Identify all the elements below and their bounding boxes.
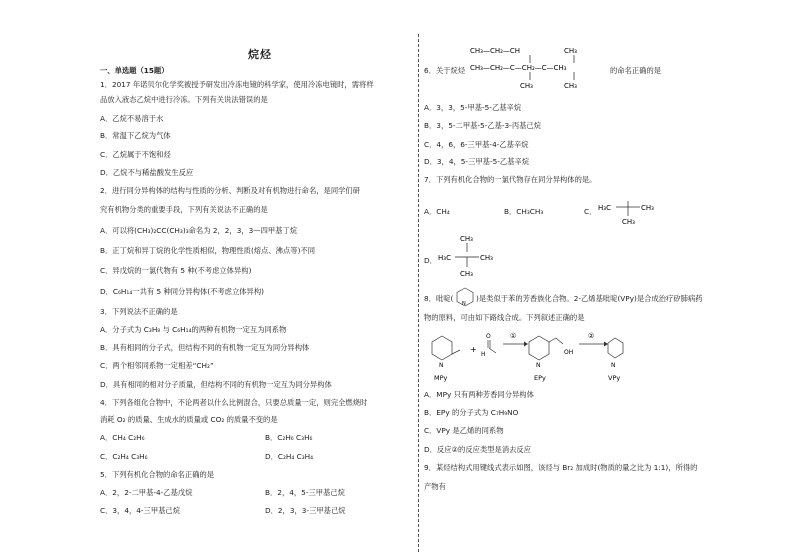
q6-struct-top-ch3: CH₃ — [564, 47, 577, 55]
q7-option-c-label: C． — [584, 207, 597, 216]
q3-option-d: D．具有相同的相对分子质量，但结构不同的有机物一定互为同分异构体 — [100, 380, 332, 389]
pyridine-n: N — [462, 301, 466, 307]
epy-structure — [529, 336, 573, 382]
q8-stem-post: )是类似于苯的芳香族化合物。2-乙烯基吡啶(VPy)是合成治疗矽肺病药 — [476, 294, 703, 303]
vpy-label: VPy — [608, 374, 621, 382]
q7-d-right: CH₃ — [480, 254, 493, 262]
q7-option-a: A．CH₄ — [424, 207, 450, 216]
q8-stem-pre: 8．吡啶( — [424, 294, 454, 303]
q2-stem-line1: 2．进行同分异构体的结构与性质的分析、判断及对有机物进行命名，是同学们研 — [100, 186, 361, 195]
column-divider — [418, 34, 419, 552]
step2-marker: ② — [588, 332, 595, 340]
q3-stem: 3．下列说法不正确的是 — [100, 307, 178, 316]
q7-d-left: H₃C — [438, 254, 451, 262]
q4-option-b: B．C₂H₆ C₃H₆ — [265, 433, 313, 442]
q8-option-d: D．反应②的反应类型是消去反应 — [424, 445, 532, 454]
q6-struct-row2: CH₃—CH₂—C—CH₂—C—CH₃ — [470, 64, 567, 72]
q6-stem-pre: 6．关于烷烃 — [424, 66, 466, 75]
hcho-o: O — [486, 333, 491, 340]
pyridine-ring-icon — [454, 286, 476, 308]
q1-option-d: D．乙烷不与稀盐酸发生反应 — [100, 168, 194, 177]
q7-d-bottom: CH₃ — [460, 270, 473, 278]
epy-oh: OH — [564, 349, 574, 356]
q8-option-a: A．MPy 只有两种芳香同分异构体 — [424, 390, 534, 399]
mpy-label: MPy — [434, 374, 448, 382]
q3-option-a: A．分子式为 C₃H₈ 与 C₆H₁₄的两种有机物一定互为同系物 — [100, 325, 287, 334]
q5-option-b: B．2，4，5-三甲基己烷 — [265, 488, 345, 497]
q9-stem-line1: 9．某烃结构式用键线式表示如图，该烃与 Br₂ 加成时(物质的量之比为 1:1)，所得的 — [424, 463, 698, 472]
q7-option-b: B．CH₃CH₃ — [504, 207, 544, 216]
q6-option-b: B．3，5-二甲基-5-乙基-3-丙基己烷 — [424, 121, 542, 130]
q7-c-bottom: CH₃ — [622, 218, 635, 226]
section-heading: 一、单选题（15题） — [100, 66, 169, 75]
q7-c-right: CH₃ — [641, 204, 654, 212]
vpy-structure — [608, 338, 623, 382]
q2-option-a: A．可以将(CH₃)₂CC(CH₃)₃命名为 2，2，3，3—四甲基丁烷 — [100, 226, 298, 235]
q2-option-b: B．正丁烷和异丁烷的化学性质相似，物理性质(熔点、沸点等)不同 — [100, 246, 316, 255]
formaldehyde-structure — [481, 333, 496, 358]
q2-option-d: D．C₆H₁₄一共有 5 种同分异构体(不考虑立体异构) — [100, 287, 264, 296]
q5-option-a: A．2，2-二甲基-4-乙基戊烷 — [100, 488, 193, 497]
q1-option-b: B．常温下乙烷为气体 — [100, 131, 171, 140]
q1-option-a: A．乙烷不易溶于水 — [100, 114, 164, 123]
q6-option-a: A．3，3，5-甲基-5-乙基辛烷 — [424, 103, 522, 112]
scheme-plus: + — [470, 345, 477, 354]
q3-option-c: C．两个相邻同系物一定相差“CH₂” — [100, 361, 214, 370]
q6-struct-bottom-ch3-a: CH₃ — [520, 82, 533, 90]
q6-option-c: C．4，6，6-三甲基-4-乙基辛烷 — [424, 140, 529, 149]
epy-label: EPy — [534, 374, 546, 382]
q2-option-c: C．异戊烷的一氯代物有 5 种(不考虑立体异构) — [100, 266, 252, 275]
vpy-n: N — [611, 362, 616, 369]
q4-option-a: A．CH₄ C₂H₆ — [100, 433, 145, 442]
q6-alkane-structure — [462, 36, 622, 96]
q2-stem-line2: 究有机物分类的重要手段，下列有关说法不正确的是 — [100, 205, 268, 214]
q5-option-d: D．2，3，3-三甲基己烷 — [265, 506, 346, 515]
q8-reaction-scheme — [424, 328, 624, 384]
q3-option-b: B．具有相同的分子式，但结构不同的有机物一定互为同分异构体 — [100, 343, 310, 352]
q4-option-c: C．C₂H₄ C₃H₆ — [100, 452, 148, 461]
q6-struct-bottom-ch3-b: CH₃ — [564, 82, 577, 90]
q4-stem-line1: 4．下列各组化合物中，不论两者以什么比例混合，只要总质量一定，则完全燃烧时 — [100, 398, 368, 407]
q1-stem-line1: 1．2017 年诺贝尔化学奖被授予研发出冷冻电镜的科学家，使用冷冻电镜时，需将样 — [100, 80, 374, 89]
q8-option-b: B．EPy 的分子式为 C₇H₉NO — [424, 408, 519, 417]
q5-option-c: C．3，4，4-三甲基己烷 — [100, 506, 181, 515]
q7-d-structure — [436, 232, 508, 282]
q7-option-d-label: D． — [424, 256, 437, 265]
q1-option-c: C．乙烷属于不饱和烃 — [100, 150, 171, 159]
q1-stem-line2: 品放入液态乙烷中进行冷冻。下列有关说法错误的是 — [100, 95, 268, 104]
epy-n: N — [536, 362, 541, 369]
q7-c-left: H₃C — [598, 204, 611, 212]
q7-c-structure — [596, 192, 668, 232]
q6-stem-post: 的命名正确的是 — [610, 66, 662, 75]
q7-stem: 7．下列有机化合物的一氯代物存在同分异构体的是。 — [424, 175, 597, 184]
q4-option-d: D．C₂H₄ C₃H₄ — [265, 452, 314, 461]
q6-option-d: D．3，4，5-三甲基-5-乙基辛烷 — [424, 157, 530, 166]
mpy-n: N — [439, 362, 444, 369]
q6-struct-row1: CH₃—CH₂—CH — [470, 47, 521, 55]
hcho-h: H — [481, 351, 486, 358]
page-title: 烷烃 — [248, 48, 272, 61]
step1-marker: ① — [510, 332, 517, 340]
q9-stem-line2: 产物有 — [424, 482, 446, 491]
q8-option-c: C．VPy 是乙烯的同系物 — [424, 426, 504, 435]
q5-stem: 5．下列有机化合物的命名正确的是 — [100, 470, 215, 479]
mpy-structure — [432, 336, 460, 382]
q4-stem-line2: 消耗 O₂ 的质量、生成水的质量或 CO₂ 的质量不变的是 — [100, 415, 278, 424]
q7-d-top: CH₃ — [460, 235, 473, 243]
q8-stem-line2: 物的原料，可由如下路线合成。下列叙述正确的是 — [424, 313, 585, 322]
